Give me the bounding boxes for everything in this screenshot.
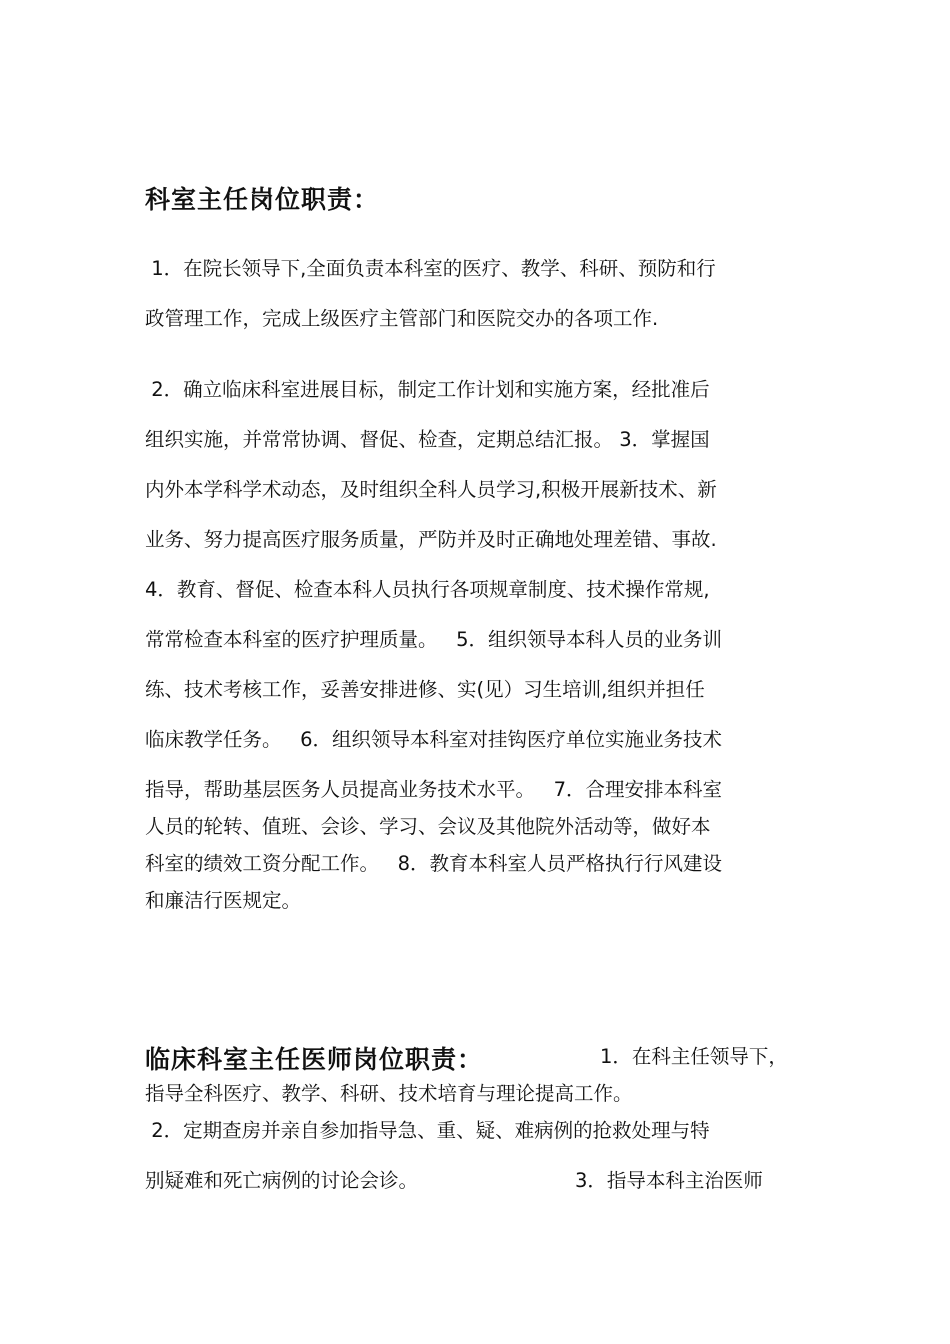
section1-line: 常常检查本科室的医疗护理质量。 5．组织领导本科人员的业务训	[145, 628, 723, 651]
section1-line: 业务、努力提高医疗服务质量，严防并及时正确地处理差错、事故.	[145, 528, 717, 551]
section1-line: 人员的轮转、值班、会诊、学习、会议及其他院外活动等，做好本	[145, 815, 711, 838]
section1-line: 科室的绩效工资分配工作。 8．教育本科室人员严格执行行风建设	[145, 852, 723, 875]
section1-line: 临床教学任务。 6．组织领导本科室对挂钩医疗单位实施业务技术	[145, 728, 723, 751]
section1-line: 和廉洁行医规定。	[145, 889, 302, 912]
section1-line: 4．教育、督促、检查本科人员执行各项规章制度、技术操作常规,	[145, 578, 710, 601]
section1-title: 科室主任岗位职责：	[145, 185, 380, 214]
section2-line: 指导全科医疗、教学、科研、技术培育与理论提高工作。	[145, 1082, 633, 1105]
section2-line: 1．在科主任领导下，	[600, 1045, 788, 1068]
section1-line: 指导，帮助基层医务人员提高业务技术水平。 7．合理安排本科室	[145, 778, 723, 801]
section2-line: 3．指导本科主治医师	[575, 1169, 763, 1192]
section1-line: 2．确立临床科室进展目标，制定工作计划和实施方案，经批准后	[145, 378, 710, 401]
section1-line: 1．在院长领导下,全面负责本科室的医疗、教学、科研、预防和行	[145, 257, 716, 280]
section2-line: 2．定期查房并亲自参加指导急、重、疑、难病例的抢救处理与特	[145, 1119, 710, 1142]
section2-line: 别疑难和死亡病例的讨论会诊。	[145, 1169, 419, 1192]
section1-line: 内外本学科学术动态，及时组织全科人员学习,积极开展新技术、新	[145, 478, 717, 501]
section1-line: 练、技术考核工作，妥善安排进修、实(见）习生培训,组织并担任	[145, 678, 705, 701]
section1-line: 组织实施，并常常协调、督促、检查，定期总结汇报。 3．掌握国	[145, 428, 710, 451]
section2-title: 临床科室主任医师岗位职责：	[145, 1045, 484, 1074]
section1-line: 政管理工作，完成上级医疗主管部门和医院交办的各项工作.	[145, 307, 659, 330]
